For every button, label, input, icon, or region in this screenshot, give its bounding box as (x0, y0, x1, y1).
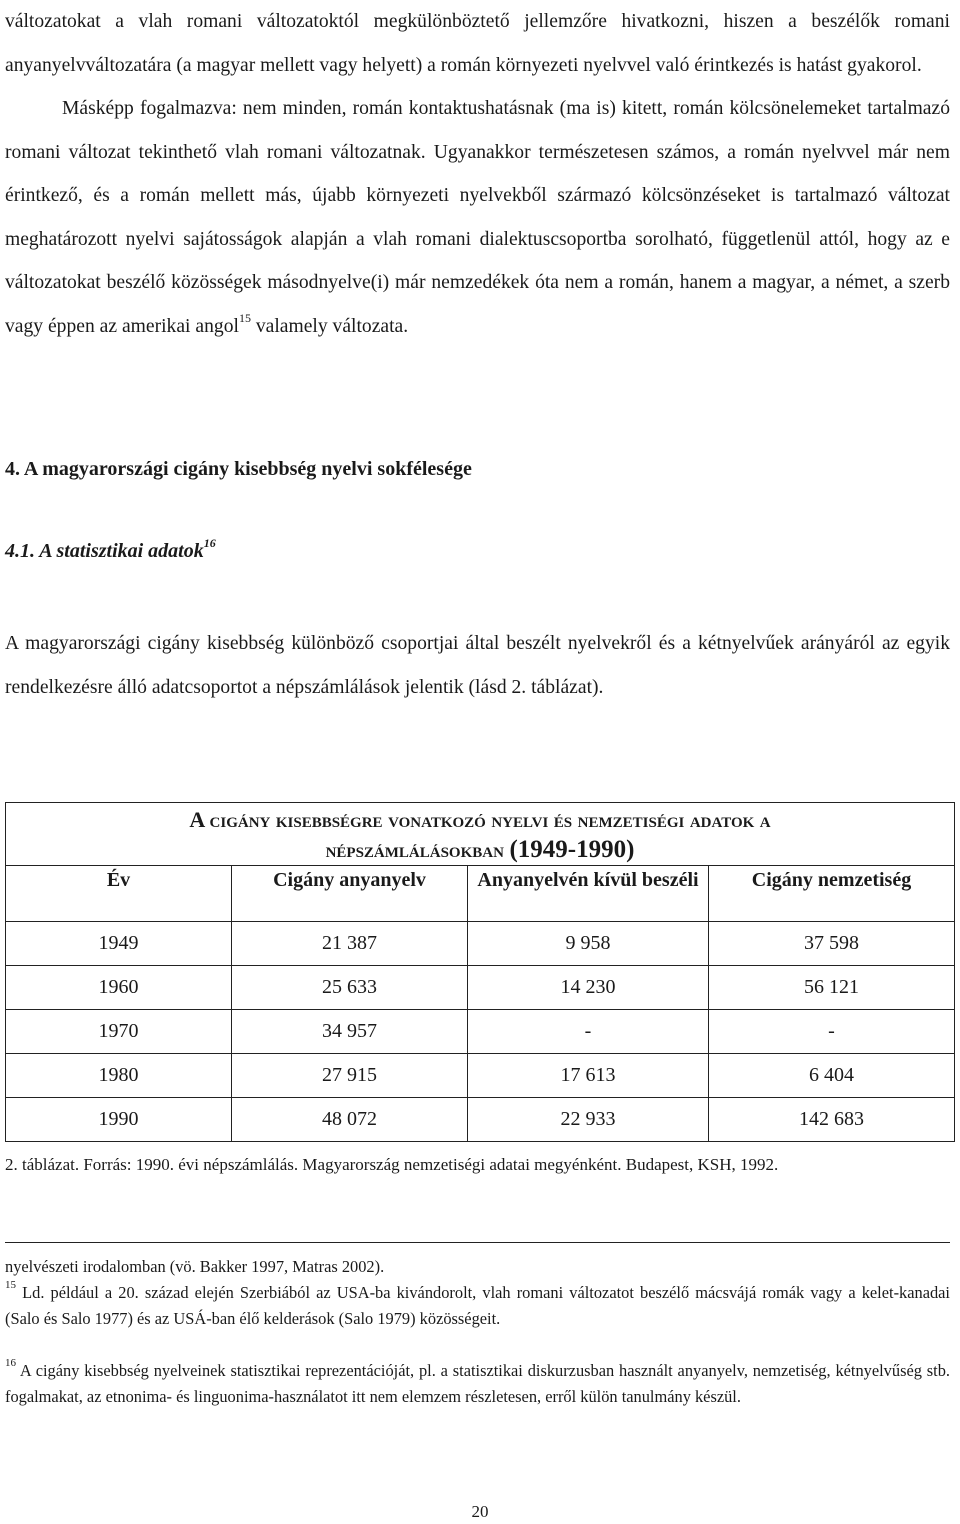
section-heading: 4. A magyarországi cigány kisebbség nyelvi sokfélesége (5, 458, 472, 480)
table-row (6, 1098, 955, 1142)
cell-nationality: 6 404 (709, 1054, 955, 1098)
cell-nationality: 142 683 (709, 1098, 955, 1142)
paragraph-tail: valamely változata. (250, 315, 409, 337)
subsection-title: 4.1. A statisztikai adatok (5, 540, 204, 562)
cell-year: 1980 (6, 1054, 232, 1098)
cell-speaks-besides: 17 613 (468, 1054, 709, 1098)
footnote-number-15: 15 (5, 1278, 16, 1291)
table-caption-line1: A cigány kisebbségre vonatkozó nyelvi és nemzetiségi adatok a (189, 807, 771, 832)
cell-year: 1949 (6, 922, 232, 966)
table-source-note: 2. táblázat. Forrás: 1990. évi népszámlálás. Magyarország nemzetiségi adatai megyénként. Budapest, KSH, 1992. (5, 1155, 779, 1174)
cell-year: 1960 (6, 966, 232, 1010)
body-paragraph-1 (5, 0, 950, 348)
header-year: Év (6, 866, 232, 922)
table-row (6, 1054, 955, 1098)
table-row (6, 1010, 955, 1054)
paragraph-opening: változatokat a vlah romani változatoktól megkülönböztető jellemzőre hivatkozni, hiszen a beszélők romani anyanyelvváltozatára (a magyar mellett vagy helyett) a román környezeti nyelvvel való érintkezés is hatást gyakorol. (5, 11, 950, 76)
cell-year: 1990 (6, 1098, 232, 1142)
body-paragraph-2: A magyarországi cigány kisebbség különböző csoportjai által beszélt nyelvekről és a kétnyelvűek arányáról az egyik rendelkezésre álló adatcsoportot a népszámlálások jelentik (lásd 2. táblázat). (5, 633, 950, 698)
cell-speaks-besides: 14 230 (468, 966, 709, 1010)
cell-nationality: 37 598 (709, 922, 955, 966)
cell-speaks-besides: 22 933 (468, 1098, 709, 1142)
cell-mother-tongue: 48 072 (232, 1098, 468, 1142)
footnote-15 (5, 1280, 950, 1332)
footnote-ref-15[interactable]: 15 (238, 310, 251, 325)
footnote-15-text: Ld. például a 20. század elején Szerbiából az USA-ba kivándorolt, vlah romani változatot beszélő mácsvájá romák vagy a kelet-kanadai (Salo és Salo 1977) és az USÁ-ban élő kelderások (Salo 1979) közösségeit. (5, 1283, 950, 1328)
cell-speaks-besides: 9 958 (468, 922, 709, 966)
footnote-16 (5, 1358, 950, 1410)
cell-mother-tongue: 27 915 (232, 1054, 468, 1098)
footnote-number-16: 16 (5, 1356, 16, 1369)
header-speaks-besides: Anyanyelvén kívül beszéli (468, 866, 709, 922)
cell-mother-tongue: 21 387 (232, 922, 468, 966)
table-row (6, 966, 955, 1010)
cell-nationality: 56 121 (709, 966, 955, 1010)
footnote-16-text: A cigány kisebbség nyelveinek statisztikai reprezentációját, pl. a statisztikai diskurzusban használt anyanyelv, nemzetiség, kétnyelvűség stb. fogalmakat, az etnonima- és linguonima-használatot itt nem elemzem részletesen, erről külön tanulmány készül. (5, 1361, 950, 1406)
footnote-continued: nyelvészeti irodalomban (vö. Bakker 1997, Matras 2002). (5, 1257, 385, 1276)
cell-year: 1970 (6, 1010, 232, 1054)
cell-nationality: - (709, 1010, 955, 1054)
footnote-divider (5, 1242, 950, 1243)
paragraph-continued (5, 87, 950, 348)
cell-speaks-besides: - (468, 1010, 709, 1054)
footnote-ref-16[interactable]: 16 (203, 536, 216, 551)
census-table (5, 802, 955, 1142)
table-caption (6, 803, 955, 866)
cell-mother-tongue: 25 633 (232, 966, 468, 1010)
subsection-heading (5, 536, 216, 563)
table-row (6, 922, 955, 966)
table-caption-years: (1949-1990) (509, 836, 635, 863)
header-nationality: Cigány nemzetiség (709, 866, 955, 922)
table-caption-line2: népszámlálásokban (325, 837, 504, 862)
cell-mother-tongue: 34 957 (232, 1010, 468, 1054)
page-number: 20 (471, 1502, 489, 1521)
paragraph-text: Másképp fogalmazva: nem minden, román kontaktushatásnak (ma is) kitett, román kölcsönelemeket tartalmazó romani változat tekinthető vlah romani változatnak. Ugyanakkor természetesen számos, a román nyelvvel már nem érintkező, és a román mellett más, újabb környezeti nyelvekből származó kölcsönzéseket is tartalmazó változat meghatározott nyelvi sajátosságok alapján a vlah romani dialektuscsoportba sorolható, függetlenül attól, hogy az e változatokat beszélő közösségek másodnyelve(i) már nemzedékek óta nem a román, hanem a magyar, a német, a szerb vagy éppen az amerikai angol (5, 98, 950, 337)
table-header-row (6, 866, 955, 922)
header-mother-tongue: Cigány anyanyelv (232, 866, 468, 922)
